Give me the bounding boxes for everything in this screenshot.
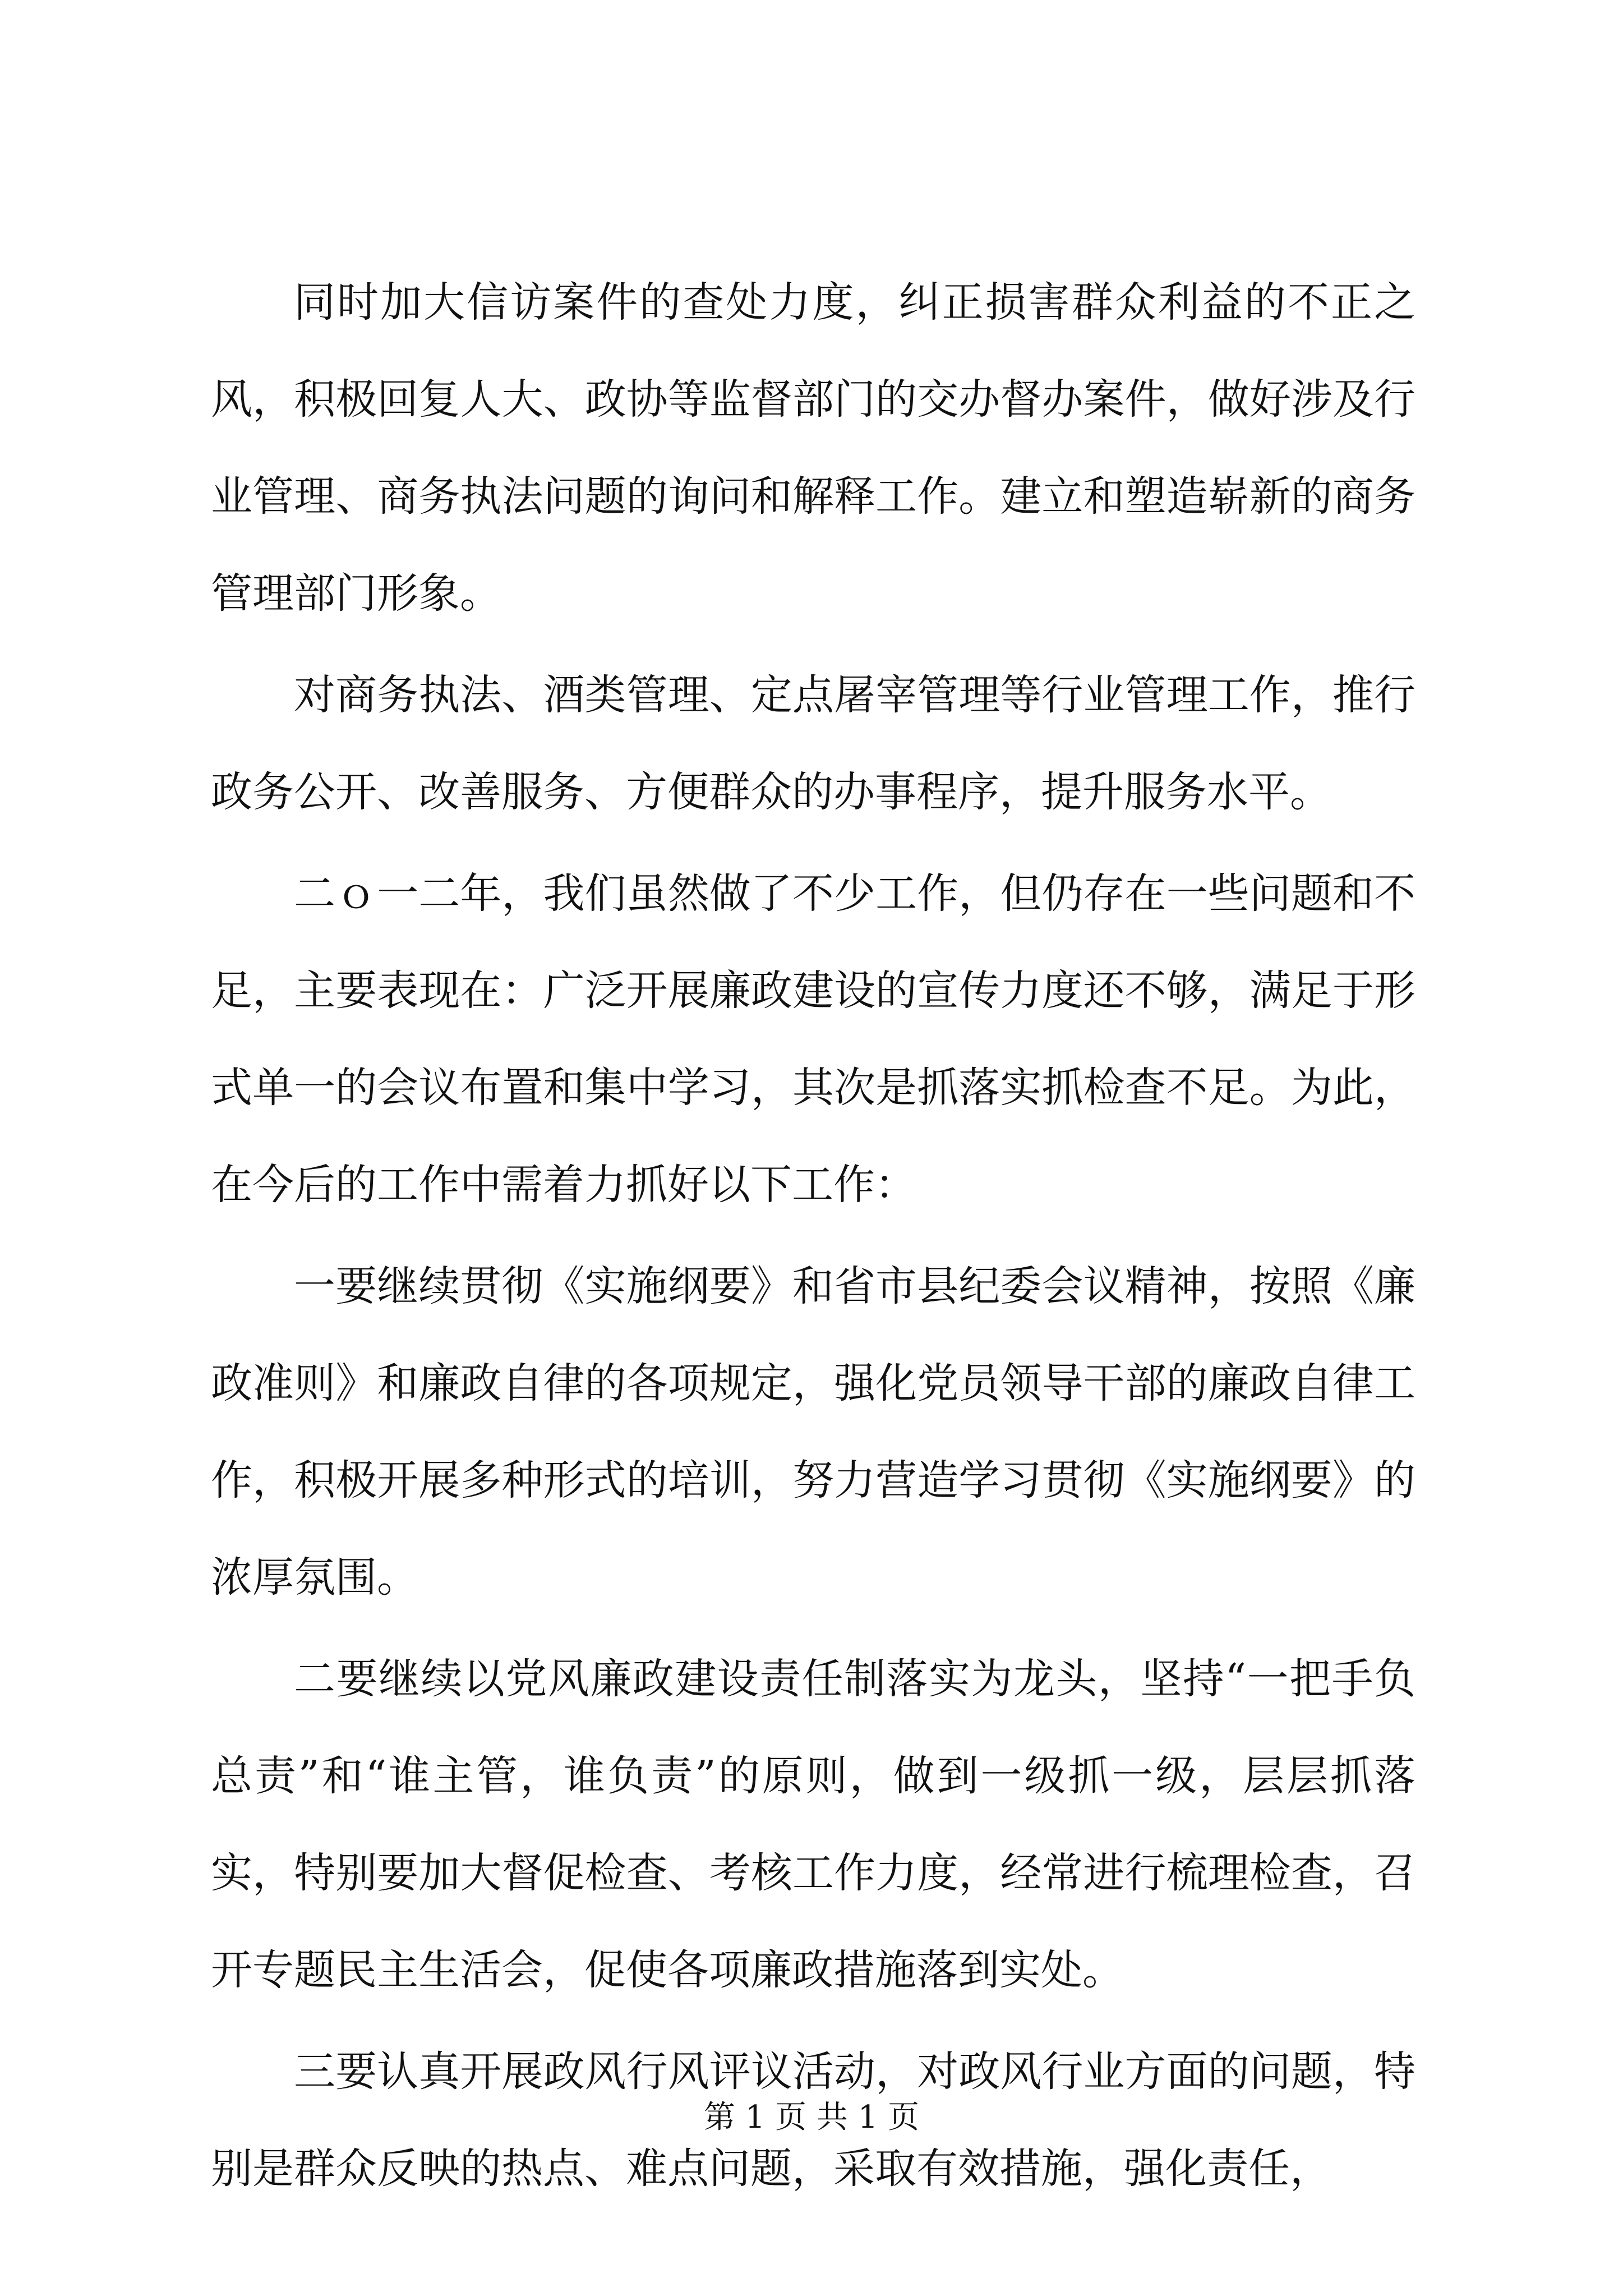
document-body — [211, 254, 1415, 2222]
paragraph-4: 一要继续贯彻《实施纲要》和省市县纪委会议精神，按照《廉政准则》和廉政自律的各项规定，强化党员领导干部的廉政自律工作，积极开展多种形式的培训，努力营造学习贯彻《实施纲要》的浓厚氛围。 — [211, 1262, 1415, 1602]
paragraph-2: 对商务执法、酒类管理、定点屠宰管理等行业管理工作，推行政务公开、改善服务、方便群众的办事程序，提升服务水平。 — [211, 671, 1415, 816]
paragraph-1: 同时加大信访案件的查处力度，纠正损害群众利益的不正之风，积极回复人大、政协等监督部门的交办督办案件，做好涉及行业管理、商务执法问题的询问和解释工作。建立和塑造崭新的商务管理部门形象。 — [211, 278, 1415, 618]
paragraph-6: 三要认真开展政风行风评议活动，对政风行业方面的问题，特别是群众反映的热点、难点问题，采取有效措施，强化责任， — [211, 2047, 1415, 2193]
paragraph-5: 二要继续以党风廉政建设责任制落实为龙头，坚持“一把手负总责”和“谁主管，谁负责”的原则，做到一级抓一级，层层抓落实，特别要加大督促检查、考核工作力度，经常进行梳理检查，召开专题民主生活会，促使各项廉政措施落到实处。 — [211, 1655, 1415, 1994]
page-footer: 第 1 页 共 1 页 — [703, 2099, 920, 2136]
paragraph-3: 二ｏ一二年，我们虽然做了不少工作，但仍存在一些问题和不足，主要表现在：广泛开展廉政建设的宣传力度还不够，满足于形式单一的会议布置和集中学习，其次是抓落实抓检查不足。为此，在今后的工作中需着力抓好以下工作： — [211, 869, 1415, 1209]
